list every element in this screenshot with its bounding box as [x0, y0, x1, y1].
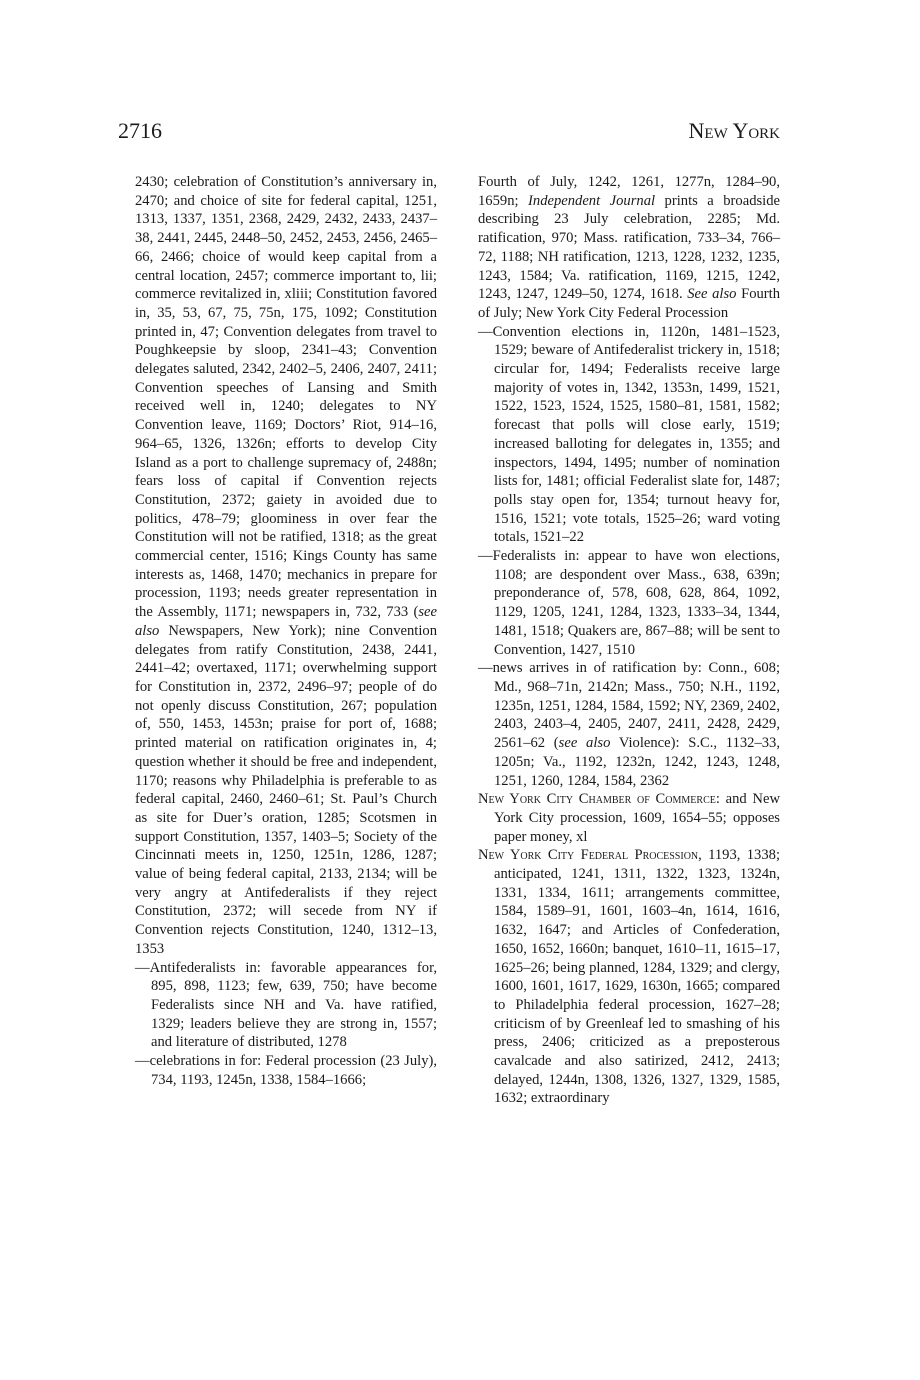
index-subentry-federalists: —Federalists in: appear to have won elections, 1108; are despondent over Mass., 638, 639n; preponderance of, 578, 608, 628, 864, 1092, 1129, 1205, 1241, 1284, 1323, 1333–34, 1344, 1481, 1518; Quakers are, 867–88; will be sent to Convention, 1427, 1510	[478, 548, 780, 658]
index-subentry-antifederalists: —Antifederalists in: favorable appearances for, 895, 898, 1123; few, 639, 750; have become Federalists since NH and Va. have ratified, 1329; leaders believe they are strong in, 1557; and literature of distributed, 1278	[135, 959, 437, 1051]
index-subentry-celebrations: —celebrations in for: Federal procession (23 July), 734, 1193, 1245n, 1338, 1584–1666;	[135, 1053, 437, 1088]
index-entry-chamber-of-commerce: New York City Chamber of Commerce: and New York City procession, 1609, 1654–55; opposes paper money, xl	[478, 791, 780, 845]
page-header	[118, 118, 780, 158]
index-entry-continued: Fourth of July, 1242, 1261, 1277n, 1284–90, 1659n; Independent Journal prints a broadside describing 23 July celebration, 2285; Md. ratification, 970; Mass. ratification, 733–34, 766–72, 1188; NH ratification, 1213, 1228, 1232, 1235, 1243, 1584; Va. ratification, 1169, 1215, 1242, 1243, 1247, 1249–50, 1274, 1618. See also Fourth of July; New York City Federal Procession	[478, 174, 781, 321]
index-subentry-news-ratification: —news arrives in of ratification by: Conn., 608; Md., 968–71n, 2142n; Mass., 750; N.H., 1192, 1235n, 1251, 1284, 1584, 1592; NY, 2369, 2402, 2403, 2403–4, 2405, 2407, 2411, 2428, 2429, 2561–62 (see also Violence): S.C., 1132–33, 1205n; Va., 1192, 1232n, 1242, 1243, 1248, 1251, 1260, 1284, 1584, 2362	[478, 660, 780, 789]
index-entry-federal-procession: New York City Federal Procession, 1193, 1338; anticipated, 1241, 1311, 1322, 1323, 1324n, 1331, 1334, 1611; arrangements committee, 1584, 1589–91, 1601, 1603–4n, 1614, 1616, 1632, 1647; and Articles of Confederation, 1650, 1652, 1660n; banquet, 1610–11, 1615–17, 1625–26; being planned, 1284, 1329; and clergy, 1600, 1601, 1617, 1629, 1630n, 1665; compared to Philadelphia federal procession, 1627–28; criticism of by Greenleaf led to smashing of his press, 2406; criticized as a preposterous cavalcade and also satirized, 2412, 2413; delayed, 1244n, 1308, 1326, 1327, 1329, 1585, 1632; extraordinary	[478, 847, 780, 1107]
page-number: 2716	[118, 118, 162, 143]
index-subentry-convention-elections: —Convention elections in, 1120n, 1481–1523, 1529; beware of Antifederalist trickery in, 1518; circular for, 1494; Federalists receive large majority of votes in, 1342, 1353n, 1499, 1521, 1522, 1523, 1524, 1525, 1580–81, 1581, 1582; forecast that polls will close early, 1519; increased balloting for delegates in, 1355; and inspectors, 1494, 1495; number of nomination lists for, 1481; official Federalist slate for, 1487; polls stay open for, 1354; turnout heavy for, 1516, 1521; vote totals, 1525–26; ward voting totals, 1521–22	[478, 323, 780, 546]
index-column-right	[478, 173, 780, 1108]
index-column-left	[135, 173, 437, 1089]
running-head: New York	[688, 118, 780, 143]
index-entry-continued: 2430; celebration of Constitution’s anniversary in, 2470; and choice of site for federal capital, 1251, 1313, 1337, 1351, 2368, 2429, 2432, 2433, 2437–38, 2441, 2445, 2448–50, 2452, 2453, 2456, 2465–66, 2466; choice of would keep capital from a central location, 2457; commerce important to, lii; commerce revitalized in, xliii; Constitution favored in, 35, 53, 67, 75, 75n, 175, 1092; Constitution printed in, 47; Convention delegates from travel to Poughkeepsie by sloop, 2341–43; Convention delegates saluted, 2342, 2402–5, 2406, 2407, 2411; Convention speeches of Lansing and Smith received well in, 1240; delegates to NY Convention leave, 1169; Doctors’ Riot, 914–16, 964–65, 1326, 1326n; efforts to develop City Island as a port to challenge supremacy of, 2488n; fears loss of capital if Convention rejects Constitution, 2372; gaiety in avoided due to politics, 478–79; gloominess in over fear the Constitution will not be ratified, 1318; as the great commercial center, 1516; Kings County has same interests as, 1468, 1470; mechanics in prepare for procession, 1193; needs greater representation in the Assembly, 1171; newspapers in, 732, 733 (see also Newspapers, New York); nine Convention delegates from ratify Constitution, 2438, 2441, 2441–42; overtaxed, 1171; overwhelming support for Constitution in, 2372, 2496–97; people of do not openly discuss Constitution, 267; population of, 550, 1453, 1453n; praise for port of, 1688; printed material on ratification originates in, 4; question whether it should be free and independent, 1170; reasons why Philadelphia is preferable to as federal capital, 2460, 2460–61; St. Paul’s Church as site for Duer’s oration, 1285; Scotsmen in support Constitution, 1357, 1403–5; Society of the Cincinnati meets in, 1250, 1251n, 1286, 1287; value of being federal capital, 2133, 2134; will be very angry at Antifederalists if they reject Constitution, 2372; will secede from NY if Convention rejects Constitution, 1240, 1312–13, 1353	[135, 174, 437, 957]
